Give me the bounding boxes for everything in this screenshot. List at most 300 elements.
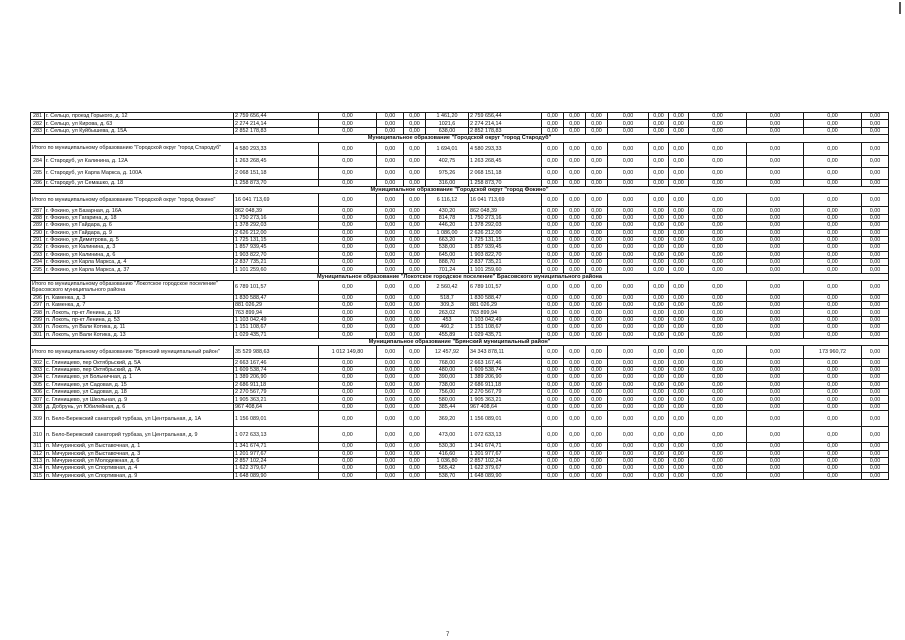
row-value: 0,00 (377, 120, 404, 127)
row-number: 299 (31, 316, 45, 323)
section-title: Муниципальное образование "Брянский муниципальный район" (31, 339, 889, 346)
row-value: 0,00 (404, 403, 426, 410)
row-value: 0,00 (404, 294, 426, 301)
row-value: 0,00 (747, 316, 804, 323)
table-row (31, 316, 889, 323)
row-value: 0,00 (319, 229, 377, 236)
row-value: 0,00 (319, 450, 377, 457)
row-value: 0,00 (862, 244, 889, 251)
row-value: 0,00 (319, 472, 377, 479)
row-value: 0,00 (804, 324, 862, 331)
row-value: 0,00 (747, 244, 804, 251)
row-value: 0,00 (804, 411, 862, 427)
row-value: 0,00 (747, 443, 804, 450)
row-value: 1 378 292,03 (234, 222, 319, 229)
row-value: 1 903 822,70 (234, 251, 319, 258)
row-value: 1 389 206,90 (234, 374, 319, 381)
row-value: 0,00 (586, 259, 608, 266)
table-row (31, 450, 889, 457)
row-number: 300 (31, 324, 45, 331)
row-value: 0,00 (319, 366, 377, 373)
row-value: 0,00 (689, 411, 747, 427)
row-value: 1 725 131,15 (234, 236, 319, 243)
row-address: п. Каменка, д. 7 (45, 302, 234, 309)
subtotal-value: 0,00 (404, 194, 426, 207)
row-value: 0,00 (564, 251, 586, 258)
row-value: 0,00 (804, 167, 862, 179)
row-value: 2 626 212,00 (469, 229, 542, 236)
row-value: 0,00 (319, 465, 377, 472)
row-value: 0,00 (404, 324, 426, 331)
subtotal-value: 0,00 (862, 142, 889, 155)
row-value: 0,00 (862, 229, 889, 236)
row-number: 294 (31, 259, 45, 266)
subtotal-value: 0,00 (608, 281, 649, 294)
row-value: 0,00 (564, 450, 586, 457)
row-value: 0,00 (377, 167, 404, 179)
row-value: 0,00 (747, 229, 804, 236)
row-value: 0,00 (319, 331, 377, 338)
row-value: 0,00 (669, 266, 689, 273)
row-value: 0,00 (377, 229, 404, 236)
row-value: 0,00 (862, 207, 889, 214)
row-value: 0,00 (608, 457, 649, 464)
row-value: 0,00 (404, 465, 426, 472)
row-value: 0,00 (404, 120, 426, 127)
row-value: 0,00 (649, 374, 669, 381)
row-value: 0,00 (564, 302, 586, 309)
row-number: 304 (31, 374, 45, 381)
row-value: 0,00 (669, 331, 689, 338)
row-number: 311 (31, 443, 45, 450)
subtotal-value: 35 529 988,63 (234, 346, 319, 359)
row-value: 0,00 (608, 179, 649, 186)
row-value: 2 759 656,44 (469, 113, 542, 120)
row-value: 0,00 (377, 450, 404, 457)
row-value: 385,44 (426, 403, 469, 410)
row-value: 0,00 (804, 381, 862, 388)
row-value: 0,00 (319, 396, 377, 403)
row-value: 0,00 (689, 244, 747, 251)
subtotal-value: 0,00 (404, 142, 426, 155)
row-value: 0,00 (608, 324, 649, 331)
row-value: 0,00 (669, 472, 689, 479)
row-number: 312 (31, 450, 45, 457)
row-value: 0,00 (564, 472, 586, 479)
row-value: 1 103 042,49 (234, 316, 319, 323)
row-value: 0,00 (862, 388, 889, 395)
subtotal-value: 0,00 (542, 142, 564, 155)
row-value: 0,00 (542, 266, 564, 273)
row-value: 0,00 (862, 366, 889, 373)
table-row (31, 214, 889, 221)
row-value: 814,78 (426, 214, 469, 221)
row-value: 0,00 (669, 411, 689, 427)
row-value: 0,00 (747, 120, 804, 127)
row-value: 0,00 (689, 374, 747, 381)
table-row (31, 331, 889, 338)
row-value: 0,00 (319, 457, 377, 464)
table-row (31, 309, 889, 316)
row-value: 1 830 588,47 (469, 294, 542, 301)
row-value: 1 201 977,67 (469, 450, 542, 457)
row-value: 1 341 674,71 (469, 443, 542, 450)
row-value: 0,00 (862, 120, 889, 127)
subtotal-value: 0,00 (564, 346, 586, 359)
row-number: 315 (31, 472, 45, 479)
subtotal-value: 0,00 (542, 346, 564, 359)
table-row (31, 411, 889, 427)
row-value: 0,00 (542, 294, 564, 301)
row-value: 0,00 (319, 155, 377, 167)
row-value: 0,00 (862, 374, 889, 381)
row-address: г. Стародуб, ул Семашко, д. 18 (45, 179, 234, 186)
row-value: 0,00 (689, 120, 747, 127)
row-value: 0,00 (377, 236, 404, 243)
row-value: 0,00 (377, 316, 404, 323)
row-value: 0,00 (319, 251, 377, 258)
row-value: 1 201 977,67 (234, 450, 319, 457)
row-value: 1 086,00 (426, 229, 469, 236)
subtotal-value: 0,00 (649, 346, 669, 359)
row-value: 453 (426, 316, 469, 323)
subtotal-value: 0,00 (689, 346, 747, 359)
subtotal-value: 1 694,01 (426, 142, 469, 155)
row-value: 0,00 (608, 229, 649, 236)
row-value: 0,00 (564, 236, 586, 243)
table-row (31, 244, 889, 251)
row-value: 0,00 (669, 309, 689, 316)
subtotal-value: 0,00 (689, 281, 747, 294)
row-value: 0,00 (542, 403, 564, 410)
row-value: 0,00 (564, 443, 586, 450)
subtotal-value: 4 580 293,33 (469, 142, 542, 155)
row-value: 0,00 (862, 331, 889, 338)
row-value: 0,00 (564, 214, 586, 221)
row-value: 1 725 131,15 (469, 236, 542, 243)
row-value: 0,00 (608, 472, 649, 479)
subtotal-value: 0,00 (689, 194, 747, 207)
row-value: 0,00 (564, 266, 586, 273)
row-value: 0,00 (608, 207, 649, 214)
row-value: 0,00 (862, 266, 889, 273)
row-address: д. Добрунь, ул Юбилейная, д. 6 (45, 403, 234, 410)
row-value: 0,00 (377, 374, 404, 381)
row-value: 0,00 (669, 127, 689, 134)
row-address: с. Глинищево, пер Октябрьский, д. 7А (45, 366, 234, 373)
section-title: Муниципальное образование "Городской округ "город Стародуб" (31, 135, 889, 142)
row-address: г. Фокино, ул Карла Маркса, д. 4 (45, 259, 234, 266)
row-value: 416,60 (426, 450, 469, 457)
row-value: 0,00 (404, 381, 426, 388)
row-value: 0,00 (669, 427, 689, 443)
row-value: 0,00 (542, 207, 564, 214)
row-value: 0,00 (669, 388, 689, 395)
row-address: с. Глинищево, ул Садовая, д. 18 (45, 388, 234, 395)
row-value: 0,00 (649, 359, 669, 366)
row-value: 0,00 (586, 155, 608, 167)
row-number: 296 (31, 294, 45, 301)
row-value: 0,00 (377, 472, 404, 479)
row-value: 0,00 (377, 427, 404, 443)
row-value: 1 151 108,67 (469, 324, 542, 331)
subtotal-value: 0,00 (586, 142, 608, 155)
row-value: 1 072 633,13 (469, 427, 542, 443)
row-value: 0,00 (608, 302, 649, 309)
subtotal-value: 0,00 (564, 281, 586, 294)
row-value: 0,00 (586, 251, 608, 258)
row-value: 0,00 (586, 443, 608, 450)
subtotal-value: 0,00 (608, 142, 649, 155)
row-value: 1 258 873,70 (234, 179, 319, 186)
row-value: 0,00 (586, 403, 608, 410)
subtotal-value: 0,00 (377, 194, 404, 207)
row-value: 0,00 (669, 222, 689, 229)
row-value: 0,00 (669, 457, 689, 464)
row-value: 1021,6 (426, 120, 469, 127)
row-value: 2 270 567,79 (469, 388, 542, 395)
row-value: 0,00 (404, 155, 426, 167)
row-address: п. Локоть, ул Вали Котика, д. 13 (45, 331, 234, 338)
row-value: 0,00 (404, 236, 426, 243)
row-value: 0,00 (564, 359, 586, 366)
row-number: 295 (31, 266, 45, 273)
row-value: 888,70 (426, 259, 469, 266)
subtotal-value: 0,00 (542, 194, 564, 207)
table-row (31, 113, 889, 120)
row-value: 0,00 (608, 427, 649, 443)
row-value: 0,00 (689, 457, 747, 464)
row-value: 0,00 (564, 316, 586, 323)
row-number: 290 (31, 229, 45, 236)
row-value: 0,00 (608, 309, 649, 316)
row-value: 0,00 (542, 374, 564, 381)
row-value: 0,00 (608, 366, 649, 373)
row-value: 580,00 (426, 396, 469, 403)
row-value: 1 648 089,90 (234, 472, 319, 479)
subtotal-value: 0,00 (669, 194, 689, 207)
row-value: 0,00 (649, 450, 669, 457)
row-value: 1 609 538,74 (469, 366, 542, 373)
row-value: 480,00 (426, 366, 469, 373)
table-row (31, 465, 889, 472)
row-value: 0,00 (564, 396, 586, 403)
row-value: 1 830 588,47 (234, 294, 319, 301)
row-number: 302 (31, 359, 45, 366)
row-value: 0,00 (669, 167, 689, 179)
row-value: 0,00 (542, 214, 564, 221)
row-value: 0,00 (649, 259, 669, 266)
row-value: 0,00 (649, 403, 669, 410)
section-title: Муниципальное образование "Локотское городское поселение" Брасовского муниципального района (31, 273, 889, 280)
row-address: п. Мичуринский, ул Молодежная, д. 6 (45, 457, 234, 464)
row-value: 0,00 (586, 324, 608, 331)
row-value: 369,20 (426, 411, 469, 427)
row-value: 0,00 (564, 222, 586, 229)
row-value: 0,00 (377, 266, 404, 273)
section-header-row (31, 135, 889, 142)
row-value: 0,00 (404, 374, 426, 381)
row-value: 0,00 (542, 113, 564, 120)
subtotal-value: 0,00 (747, 142, 804, 155)
subtotal-value: 16 041 713,69 (234, 194, 319, 207)
row-value: 0,00 (689, 427, 747, 443)
row-value: 0,00 (804, 222, 862, 229)
row-value: 0,00 (377, 155, 404, 167)
subtotal-value: 0,00 (319, 281, 377, 294)
row-value: 0,00 (747, 266, 804, 273)
row-value: 0,00 (689, 259, 747, 266)
row-value: 0,00 (747, 309, 804, 316)
row-value: 0,00 (862, 396, 889, 403)
row-value: 2 857 102,24 (234, 457, 319, 464)
row-value: 0,00 (542, 359, 564, 366)
row-value: 0,00 (747, 465, 804, 472)
row-value: 0,00 (319, 244, 377, 251)
row-address: г. Стародуб, ул Калинина, д. 12А (45, 155, 234, 167)
row-value: 0,00 (608, 259, 649, 266)
row-value: 0,00 (804, 331, 862, 338)
row-value: 0,00 (542, 411, 564, 427)
row-value: 1 341 674,71 (234, 443, 319, 450)
row-value: 538,00 (426, 244, 469, 251)
row-value: 0,00 (377, 465, 404, 472)
row-value: 0,00 (862, 457, 889, 464)
row-address: с. Глинищево, пер Октябрьский, д. 5А (45, 359, 234, 366)
row-value: 0,00 (649, 127, 669, 134)
row-value: 0,00 (319, 179, 377, 186)
row-value: 0,00 (689, 331, 747, 338)
row-value: 0,00 (564, 113, 586, 120)
row-value: 0,00 (649, 113, 669, 120)
row-value: 0,00 (689, 324, 747, 331)
row-value: 0,00 (689, 359, 747, 366)
row-value: 2 663 167,46 (234, 359, 319, 366)
row-value: 0,00 (862, 411, 889, 427)
subtotal-value: 0,00 (862, 346, 889, 359)
row-value: 0,00 (608, 388, 649, 395)
table-row (31, 120, 889, 127)
row-value: 0,00 (377, 457, 404, 464)
row-value: 0,00 (564, 374, 586, 381)
row-value: 0,00 (586, 127, 608, 134)
row-value: 530,30 (426, 443, 469, 450)
row-value: 2 857 102,24 (469, 457, 542, 464)
row-value: 0,00 (649, 266, 669, 273)
row-value: 1 258 873,70 (469, 179, 542, 186)
row-value: 0,00 (689, 155, 747, 167)
row-value: 0,00 (377, 244, 404, 251)
row-value: 0,00 (649, 457, 669, 464)
row-value: 0,00 (669, 374, 689, 381)
row-value: 0,00 (608, 396, 649, 403)
row-value: 0,00 (747, 302, 804, 309)
row-value: 0,00 (689, 450, 747, 457)
table-row (31, 229, 889, 236)
subtotal-value: 173 960,72 (804, 346, 862, 359)
row-value: 1 029 435,71 (234, 331, 319, 338)
row-value: 0,00 (608, 120, 649, 127)
row-value: 0,00 (747, 472, 804, 479)
row-value: 0,00 (689, 214, 747, 221)
row-value: 0,00 (564, 179, 586, 186)
row-value: 0,00 (404, 302, 426, 309)
row-value: 0,00 (377, 403, 404, 410)
table-row (31, 324, 889, 331)
row-address: п. Мичуринский, ул Выставочная, д. 1 (45, 443, 234, 450)
row-value: 0,00 (542, 450, 564, 457)
subtotal-value: 34 343 878,11 (469, 346, 542, 359)
table-row (31, 222, 889, 229)
row-value: 0,00 (319, 120, 377, 127)
row-value: 0,00 (404, 450, 426, 457)
row-value: 0,00 (377, 396, 404, 403)
scan-edge-mark (899, 2, 901, 14)
row-value: 0,00 (586, 450, 608, 457)
row-value: 0,00 (319, 388, 377, 395)
table-row (31, 251, 889, 258)
row-address: с. Глинищево, ул Садовая, д. 15 (45, 381, 234, 388)
subtotal-value: 0,00 (862, 281, 889, 294)
row-value: 0,00 (689, 266, 747, 273)
row-value: 0,00 (689, 381, 747, 388)
row-value: 0,00 (586, 388, 608, 395)
row-value: 0,00 (542, 443, 564, 450)
row-value: 975,26 (426, 167, 469, 179)
row-value: 0,00 (747, 450, 804, 457)
subtotal-value: 6 789 101,57 (234, 281, 319, 294)
row-value: 0,00 (804, 113, 862, 120)
row-value: 0,00 (319, 359, 377, 366)
row-number: 284 (31, 155, 45, 167)
row-value: 1 029 435,71 (469, 331, 542, 338)
row-value: 0,00 (669, 244, 689, 251)
row-value: 0,00 (586, 366, 608, 373)
row-address: п. Мичуринский, ул Спортивная, д. 9 (45, 472, 234, 479)
row-value: 0,00 (669, 396, 689, 403)
subtotal-value: 0,00 (564, 194, 586, 207)
row-value: 0,00 (542, 229, 564, 236)
row-value: 0,00 (542, 120, 564, 127)
row-value: 390,00 (426, 374, 469, 381)
row-value: 0,00 (804, 214, 862, 221)
row-value: 0,00 (319, 127, 377, 134)
subtotal-value: 0,00 (564, 142, 586, 155)
row-value: 0,00 (319, 381, 377, 388)
row-value: 0,00 (649, 294, 669, 301)
row-value: 0,00 (608, 294, 649, 301)
row-value: 0,00 (649, 120, 669, 127)
row-address: г. Фокино, ул Гагарина, д. 18 (45, 214, 234, 221)
row-value: 1 622 379,67 (234, 465, 319, 472)
row-value: 0,00 (542, 381, 564, 388)
row-value: 2 274 214,14 (234, 120, 319, 127)
row-value: 1 609 538,74 (234, 366, 319, 373)
table-row (31, 236, 889, 243)
row-value: 0,00 (862, 179, 889, 186)
row-value: 0,00 (747, 324, 804, 331)
row-address: г. Фокино, ул Гайдара, д. 9 (45, 229, 234, 236)
subtotal-value: 6 116,12 (426, 194, 469, 207)
row-value: 473,00 (426, 427, 469, 443)
row-value: 0,00 (542, 457, 564, 464)
row-value: 0,00 (608, 167, 649, 179)
row-value: 0,00 (542, 127, 564, 134)
row-value: 0,00 (804, 244, 862, 251)
row-number: 285 (31, 167, 45, 179)
row-address: г. Фокино, ул Калинина, д. 6 (45, 251, 234, 258)
row-number: 281 (31, 113, 45, 120)
